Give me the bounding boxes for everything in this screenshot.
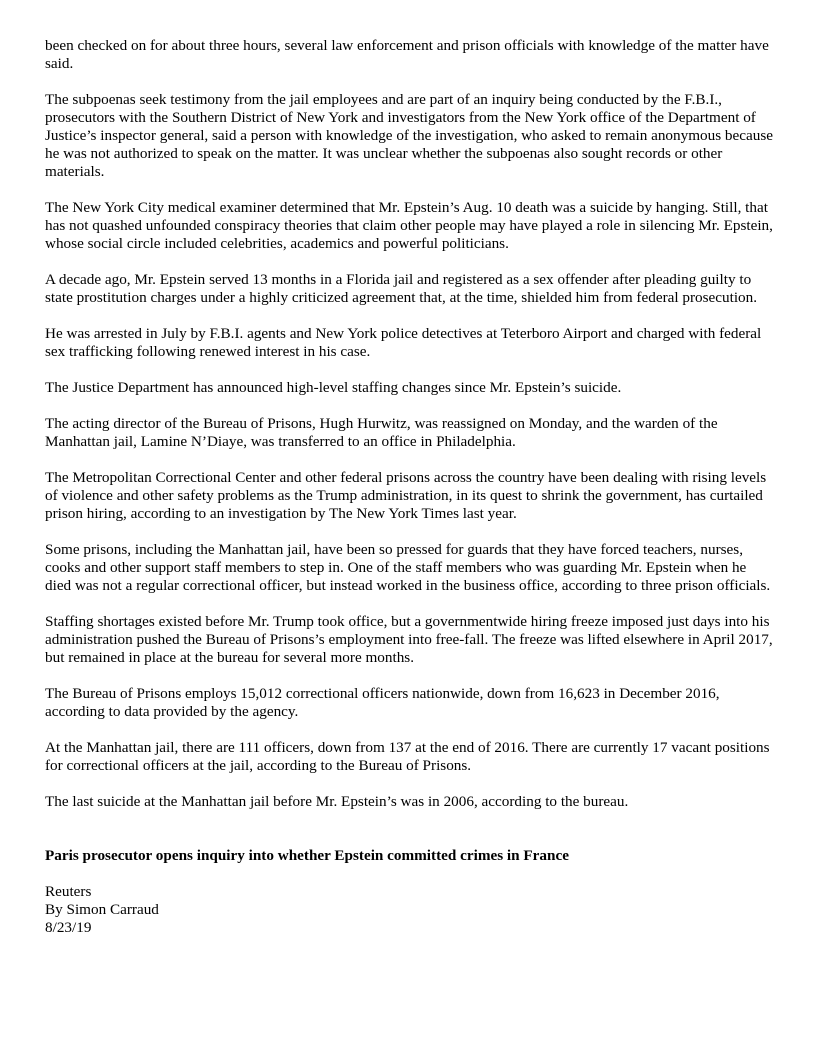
paragraph-2: The subpoenas seek testimony from the jail employees and are part of an inquiry being conducted by the F.B.I., prosecutors with the Southern District of New York and investigators from the New York office of the Department of Justice’s inspector general, said a person with knowledge of the investigation, who asked to remain anonymous because he was not authorized to speak on the matter. It was unclear whether the subpoenas also sought records or other materials.	[45, 91, 773, 180]
paragraph-8: The Metropolitan Correctional Center and other federal prisons across the country have been dealing with rising levels of violence and other safety problems as the Trump administration, in its quest to shrink the government, has curtailed prison hiring, according to an investigation by The New York Times last year.	[45, 469, 767, 522]
paragraph-13: The last suicide at the Manhattan jail before Mr. Epstein’s was in 2006, according to the bureau.	[45, 793, 629, 810]
paragraph-7: The acting director of the Bureau of Prisons, Hugh Hurwitz, was reassigned on Monday, and the warden of the Manhattan jail, Lamine N’Diaye, was transferred to an office in Philadelphia.	[45, 415, 718, 450]
paragraph-3: The New York City medical examiner determined that Mr. Epstein’s Aug. 10 death was a suicide by hanging. Still, that has not quashed unfounded conspiracy theories that claim other people may have played a role in silencing Mr. Epstein, whose social circle included celebrities, academics and powerful politicians.	[45, 199, 773, 252]
paragraph-10: Staffing shortages existed before Mr. Trump took office, but a governmentwide hiring freeze imposed just days into his administration pushed the Bureau of Prisons’s employment into free-fall. The freeze was lifted elsewhere in April 2017, but remained in place at the bureau for several more months.	[45, 613, 773, 666]
paragraph-6: The Justice Department has announced high-level staffing changes since Mr. Epstein’s suicide.	[45, 379, 622, 396]
paragraph-4: A decade ago, Mr. Epstein served 13 months in a Florida jail and registered as a sex offender after pleading guilty to state prostitution charges under a highly criticized agreement that, at the time, shielded him from federal prosecution.	[45, 271, 758, 306]
section-spacer	[45, 829, 776, 847]
next-article-source: Reuters	[45, 883, 92, 900]
paragraph-5: He was arrested in July by F.B.I. agents and New York police detectives at Teterboro Airport and charged with federal sex trafficking following renewed interest in his case.	[45, 325, 762, 360]
next-article-byline: By Simon Carraud	[45, 901, 159, 918]
next-article-date: 8/23/19	[45, 919, 92, 936]
paragraph-9: Some prisons, including the Manhattan jail, have been so pressed for guards that they have forced teachers, nurses, cooks and other support staff members to step in. One of the staff members who was guarding Mr. Epstein when he died was not a regular correctional officer, but instead worked in the business office, according to three prison officials.	[45, 541, 771, 594]
paragraph-12: At the Manhattan jail, there are 111 officers, down from 137 at the end of 2016. There are currently 17 vacant positions for correctional officers at the jail, according to the Bureau of Prisons.	[45, 739, 770, 774]
paragraph-11: The Bureau of Prisons employs 15,012 correctional officers nationwide, down from 16,623 in December 2016, according to data provided by the agency.	[45, 685, 720, 720]
document-page	[45, 37, 776, 937]
paragraph-1: been checked on for about three hours, several law enforcement and prison officials with knowledge of the matter have said.	[45, 37, 769, 72]
next-article-headline: Paris prosecutor opens inquiry into whether Epstein committed crimes in France	[45, 847, 569, 864]
